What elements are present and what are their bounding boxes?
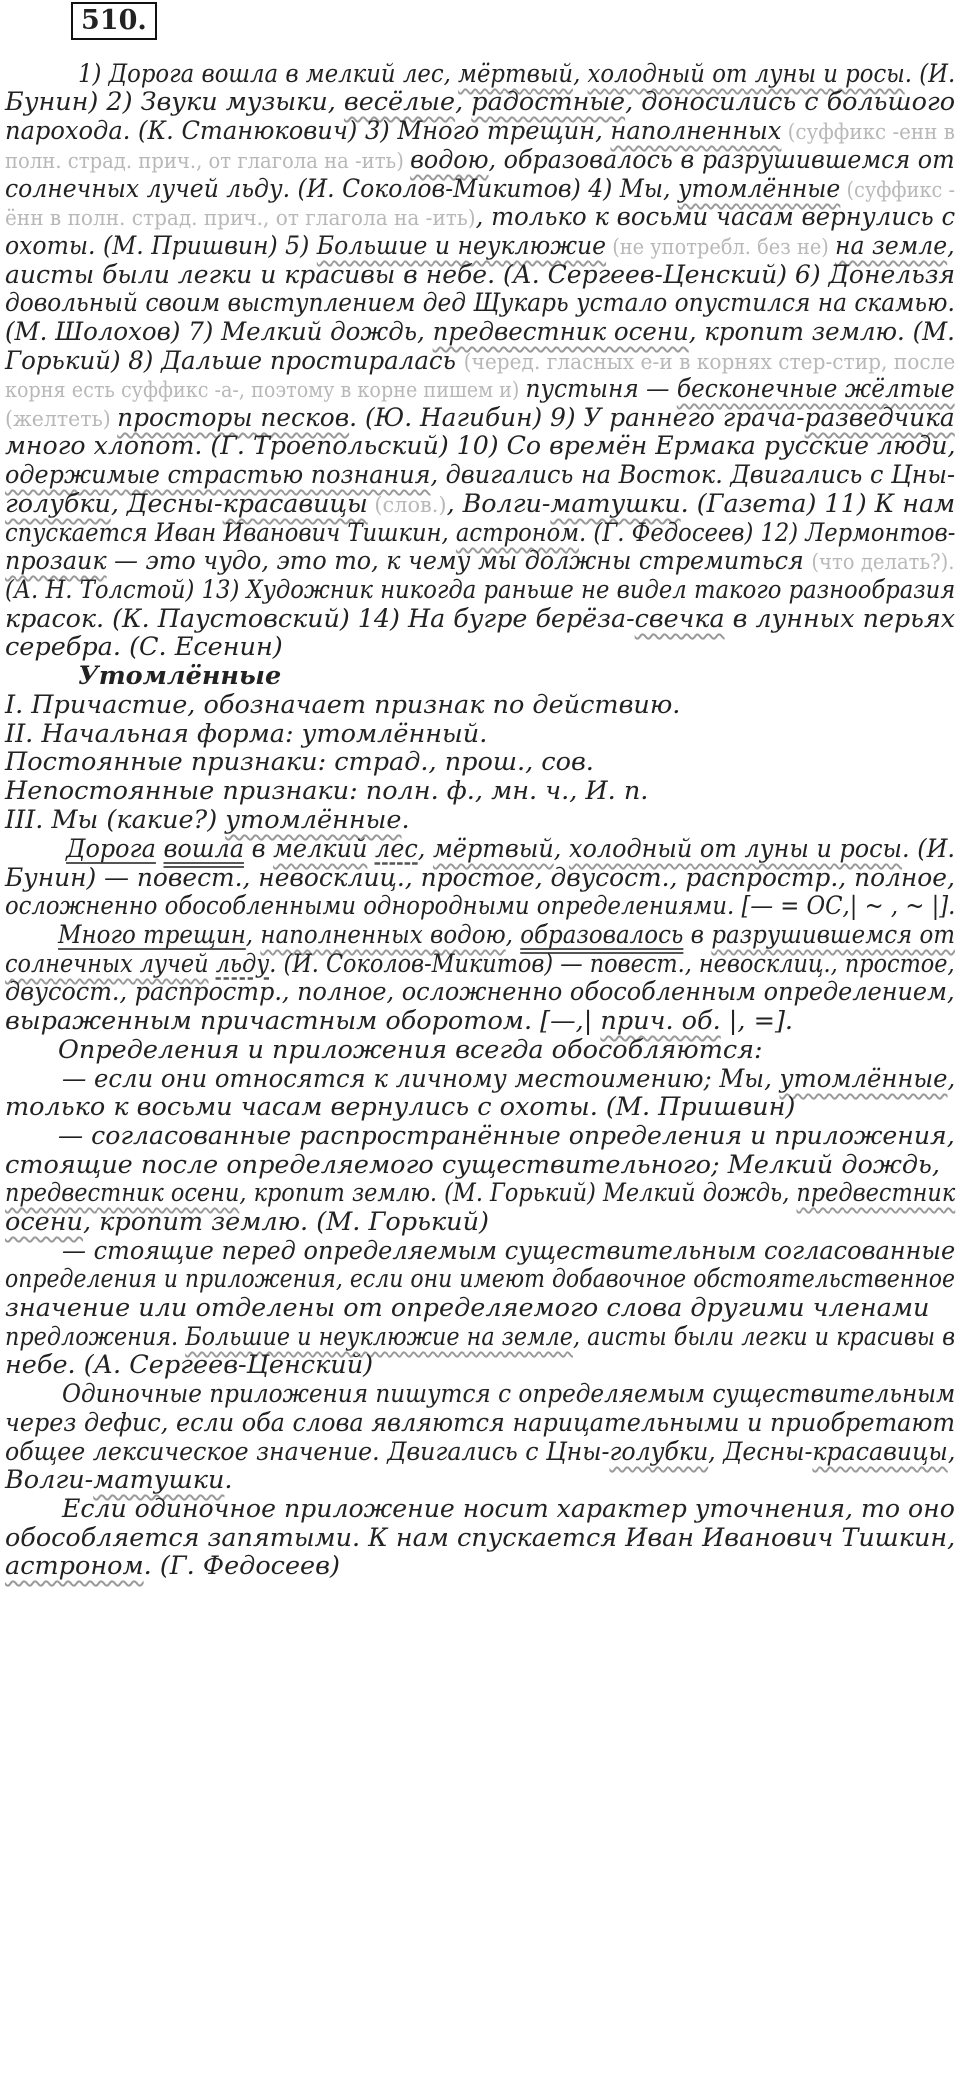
syntax-line: Много трещин, наполненных водою, образовалось в разрушившемся от <box>58 920 956 950</box>
analysis-line: III. Мы (какие?) утомлённые. <box>5 805 410 835</box>
rule-line: определения и приложения, если они имеют добавочное обстоятельственное <box>5 1264 956 1294</box>
grammar-note: (слов.) <box>367 493 447 517</box>
rule-line: небе. (А. Сергеев-Ценский) <box>5 1350 374 1380</box>
syntax-line: выраженным причастным оборотом. [—,| прич. об. |, =]. <box>5 1006 794 1036</box>
grammar-note: (не употребл. без не) <box>606 235 836 259</box>
analysis-line: I. Причастие, обозначает признак по действию. <box>5 690 681 720</box>
rule-line: Волги-матушки. <box>5 1465 233 1495</box>
rule-line: — согласованные распространённые определения и приложения, <box>58 1121 955 1151</box>
rule-line: — если они относятся к личному местоимению; Мы, утомлённые, <box>62 1064 956 1094</box>
rule-line: Если одиночное приложение носит характер уточнения, то оно <box>62 1494 955 1524</box>
text-line: Бунин) 2) Звуки музыки, весёлые, радостные, доносились с большого <box>5 87 956 117</box>
analysis-line: Непостоянные признаки: полн. ф., мн. ч., И. п. <box>5 776 649 806</box>
text-line: много хлопот. (Г. Троепольский) 10) Со времён Ермака русские люди, <box>5 431 956 461</box>
rule-line: — стоящие перед определяемым существительным согласованные <box>62 1236 956 1266</box>
rule-line: предложения. Большие и неуклюжие на земле, аисты были легки и красивы в <box>5 1322 956 1352</box>
rule-line: обособляется запятыми. К нам спускается Иван Иванович Тишкин, <box>5 1523 956 1553</box>
text-line: аисты были легки и красивы в небе. (А. Сергеев-Ценский) 6) Донельзя <box>5 260 956 290</box>
grammar-note: (что делать?). <box>811 550 955 574</box>
syntax-line: двусост., распростр., полное, осложненно обособленным определением, <box>5 977 955 1007</box>
rule-line: стоящие после определяемого существительного; Мелкий дождь, <box>5 1150 940 1180</box>
rule-line: Определения и приложения всегда обособляются: <box>58 1035 763 1065</box>
text-line: охоты. (М. Пришвин) 5) Большие и неуклюжие (не употребл. без не) на земле, <box>5 231 955 261</box>
text-line: (желтеть) просторы песков. (Ю. Нагибин) 9) У раннего грача-разведчика <box>5 403 955 433</box>
rule-line: только к восьми часам вернулись с охоты. (М. Пришвин) <box>5 1092 796 1122</box>
text-line: солнечных лучей льду. (И. Соколов-Микитов) 4) Мы, утомлённые (суффикс - <box>5 174 956 204</box>
rule-line: общее лексическое значение. Двигались с Цны-голубки, Десны-красавицы, <box>5 1437 956 1467</box>
text-line: корня есть суффикс -а-, поэтому в корне пишем и) пустыня — бесконечные жёлтые <box>5 374 955 404</box>
grammar-note: (суффикс - <box>840 178 956 202</box>
syntax-line: Бунин) — повест., невосклиц., простое, двусост., распростр., полное, <box>5 863 955 893</box>
rule-line: Одиночные приложения пишутся с определяемым существительным <box>62 1379 956 1409</box>
grammar-note: полн. страд. прич., от глагола на -ить) <box>5 149 411 173</box>
grammar-note: (суффикс -енн в <box>781 120 955 144</box>
exercise-number: 510. <box>71 2 157 40</box>
grammar-note: (черед. гласных е-и в корнях стер-стир, после <box>463 350 956 374</box>
syntax-line: осложненно обособленными однородными определениями. [— = ОС,| ~ , ~ |]. <box>5 891 956 921</box>
text-line: ённ в полн. страд. прич., от глагола на -ить), только к восьми часам вернулись с <box>5 202 956 232</box>
text-line: 1) Дорога вошла в мелкий лес, мёртвый, холодный от луны и росы. (И. <box>78 59 956 89</box>
text-line: (М. Шолохов) 7) Мелкий дождь, предвестник осени, кропит землю. (М. <box>5 317 955 347</box>
syntax-line: солнечных лучей льду. (И. Соколов-Микитов) — повест., невосклиц., простое, <box>5 949 955 979</box>
grammar-note: ённ в полн. страд. прич., от глагола на -ить) <box>5 206 476 230</box>
text-line: спускается Иван Иванович Тишкин, астроном. (Г. Федосеев) 12) Лермонтов- <box>5 518 956 548</box>
text-line: красок. (К. Паустовский) 14) На бугре берёза-свечка в лунных перьях <box>5 604 956 634</box>
text-line: довольный своим выступлением дед Щукарь устало опустился на скамью. <box>5 288 955 318</box>
rule-line: через дефис, если оба слова являются нарицательными и приобретают <box>5 1408 956 1438</box>
analysis-line: II. Начальная форма: утомлённый. <box>5 719 488 749</box>
grammar-note: (желтеть) <box>5 407 118 431</box>
text-line: прозаик — это чудо, это то, к чему мы должны стремиться (что делать?). <box>5 546 955 576</box>
text-line: Горький) 8) Дальше простиралась (черед. гласных е-и в корнях стер-стир, после <box>5 346 956 376</box>
rule-line: астроном. (Г. Федосеев) <box>5 1551 340 1581</box>
rule-line: значение или отделены от определяемого слова другими членами <box>5 1293 930 1323</box>
grammar-note: корня есть суффикс -а-, поэтому в корне пишем и) <box>5 378 526 402</box>
rule-line: осени, кропит землю. (М. Горький) <box>5 1207 489 1237</box>
text-line: парохода. (К. Станюкович) 3) Много трещин, наполненных (суффикс -енн в <box>5 116 955 146</box>
text-line: одержимые страстью познания, двигались на Восток. Двигались с Цны- <box>5 460 956 490</box>
syntax-line: Дорога вошла в мелкий лес, мёртвый, холодный от луны и росы. (И. <box>66 834 956 864</box>
analysis-heading: Утомлённые <box>78 661 282 691</box>
text-line: полн. страд. прич., от глагола на -ить) водою, образовалось в разрушившемся от <box>5 145 955 175</box>
text-line: голубки, Десны-красавицы (слов.), Волги-матушки. (Газета) 11) К нам <box>5 489 956 519</box>
text-line: (А. Н. Толстой) 13) Художник никогда раньше не видел такого разнообразия <box>5 575 956 605</box>
text-line: серебра. (С. Есенин) <box>5 632 283 662</box>
rule-line: предвестник осени, кропит землю. (М. Горький) Мелкий дождь, предвестник <box>5 1178 956 1208</box>
analysis-line: Постоянные признаки: страд., прош., сов. <box>5 747 594 777</box>
